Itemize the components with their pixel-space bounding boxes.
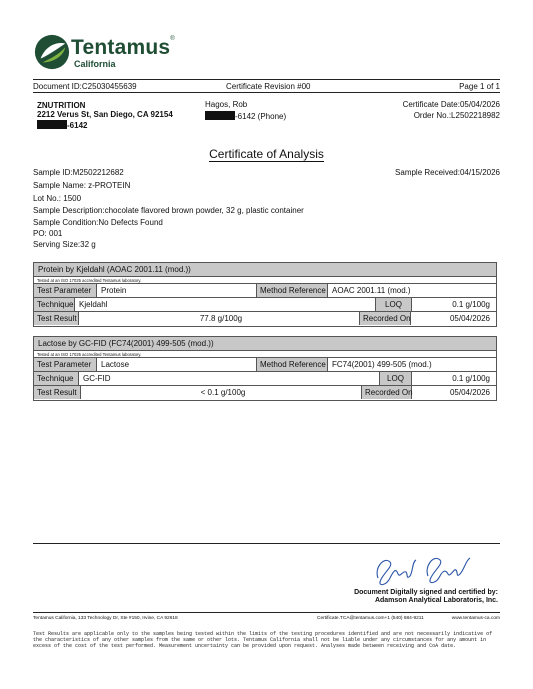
loq-value: 0.1 g/100g <box>452 374 490 383</box>
registered-mark: ® <box>170 36 175 42</box>
technique-label: Technique <box>34 298 75 311</box>
header-divider-top <box>33 79 500 80</box>
test-block-protein <box>33 262 497 327</box>
signing-lab: Adamson Analytical Laboratoris, Inc. <box>374 597 498 604</box>
client-address: 2212 Verus St, San Diego, CA 92154 <box>37 110 173 119</box>
sample-received: Sample Received:04/15/2026 <box>395 168 500 177</box>
signature-divider <box>33 543 500 544</box>
sample-name: Sample Name: z-PROTEIN <box>33 181 131 190</box>
footer-divider <box>33 612 500 613</box>
redaction-block <box>205 111 235 120</box>
table-row <box>34 372 496 386</box>
order-number: Order No.:L2502218982 <box>413 111 500 120</box>
sample-id: Sample ID:M2502212682 <box>33 168 124 177</box>
footer-contact: Certificate.TCA@tentamus.com+1 (540) 684-9211 <box>317 616 424 621</box>
method-value: AOAC 2001.11 (mod.) <box>332 286 411 295</box>
header-divider-bottom <box>33 92 500 93</box>
brand-name: Tentamus® <box>71 36 175 59</box>
technique-value: GC-FID <box>83 374 111 383</box>
tentamus-logo <box>33 33 233 73</box>
page-number: Page 1 of 1 <box>459 82 500 91</box>
parameter-label: Test Parameter <box>34 284 97 297</box>
signature-statement: Document Digitally signed and certified by: <box>354 589 498 596</box>
accreditation-note: Tested at an ISO 17025 accredited Tentamus laboratory. <box>34 277 496 284</box>
parameter-value: Protein <box>101 286 127 295</box>
result-label: Test Result <box>34 386 81 399</box>
certificate-revision: Certificate Revision #00 <box>226 82 311 91</box>
sample-condition: Sample Condition:No Defects Found <box>33 218 163 227</box>
loq-value: 0.1 g/100g <box>452 300 490 309</box>
recorded-value: 05/04/2026 <box>449 388 490 397</box>
sample-description: Sample Description:chocolate flavored brown powder, 32 g, plastic container <box>33 206 304 215</box>
contact-phone: -6142 (Phone) <box>205 111 286 121</box>
redaction-block <box>37 120 67 129</box>
document-id: Document ID:C25030455639 <box>33 82 137 91</box>
method-label: Method Reference <box>256 358 328 371</box>
lot-number: Lot No.: 1500 <box>33 194 82 203</box>
handwritten-signature <box>370 548 480 590</box>
test-heading: Lactose by GC-FID (FC74(2001) 499-505 (mod.)) <box>34 337 496 351</box>
client-phone: -6142 <box>37 120 87 130</box>
table-row <box>34 298 496 312</box>
brand-subtitle: California <box>74 59 116 69</box>
technique-label: Technique <box>34 372 79 385</box>
loq-label: LOQ <box>379 372 412 385</box>
client-name: ZNUTRITION <box>37 101 86 110</box>
result-value: 77.8 g/100g <box>199 314 243 323</box>
contact-name: Hagos, Rob <box>205 100 248 109</box>
serving-size: Serving Size:32 g <box>33 240 96 249</box>
disclaimer-text: Test Results are applicable only to the samples being tested within the limits of the testing procedures identified and are not necessarily indicative of the characteristics of any other samples from the same or other lots. Tentamus California shall not be liable under any circumstances for any amount in excess of the cost of the test performed. Measurement uncertainty can be provided upon request. Analyses made between receiving and CoA date. <box>33 631 493 650</box>
table-row <box>34 312 496 326</box>
table-row <box>34 358 496 372</box>
method-label: Method Reference <box>256 284 328 297</box>
result-value: < 0.1 g/100g <box>200 388 246 397</box>
table-row <box>34 386 496 400</box>
certificate-date: Certificate Date:05/04/2026 <box>402 100 500 109</box>
method-value: FC74(2001) 499-505 (mod.) <box>332 360 432 369</box>
recorded-label: Recorded On <box>361 386 412 399</box>
tentamus-leaf-icon <box>33 33 71 71</box>
po-number: PO: 001 <box>33 229 63 238</box>
recorded-label: Recorded On <box>359 312 411 325</box>
footer-address: Tentamus California, 133 Technology Dr, Ste #150, Irvine, CA 92618 <box>33 616 178 621</box>
recorded-value: 05/04/2026 <box>449 314 490 323</box>
footer-website: www.tentamus-ca.com <box>451 616 500 621</box>
table-row <box>34 284 496 298</box>
result-label: Test Result <box>34 312 79 325</box>
test-heading: Protein by Kjeldahl (AOAC 2001.11 (mod.)) <box>34 263 496 277</box>
loq-label: LOQ <box>375 298 412 311</box>
accreditation-note: Tested at an ISO 17025 accredited Tentamus laboratory. <box>34 351 496 358</box>
document-title: Certificate of Analysis <box>209 147 324 161</box>
parameter-value: Lactose <box>101 360 130 369</box>
technique-value: Kjeldahl <box>79 300 108 309</box>
parameter-label: Test Parameter <box>34 358 97 371</box>
test-block-lactose <box>33 336 497 401</box>
